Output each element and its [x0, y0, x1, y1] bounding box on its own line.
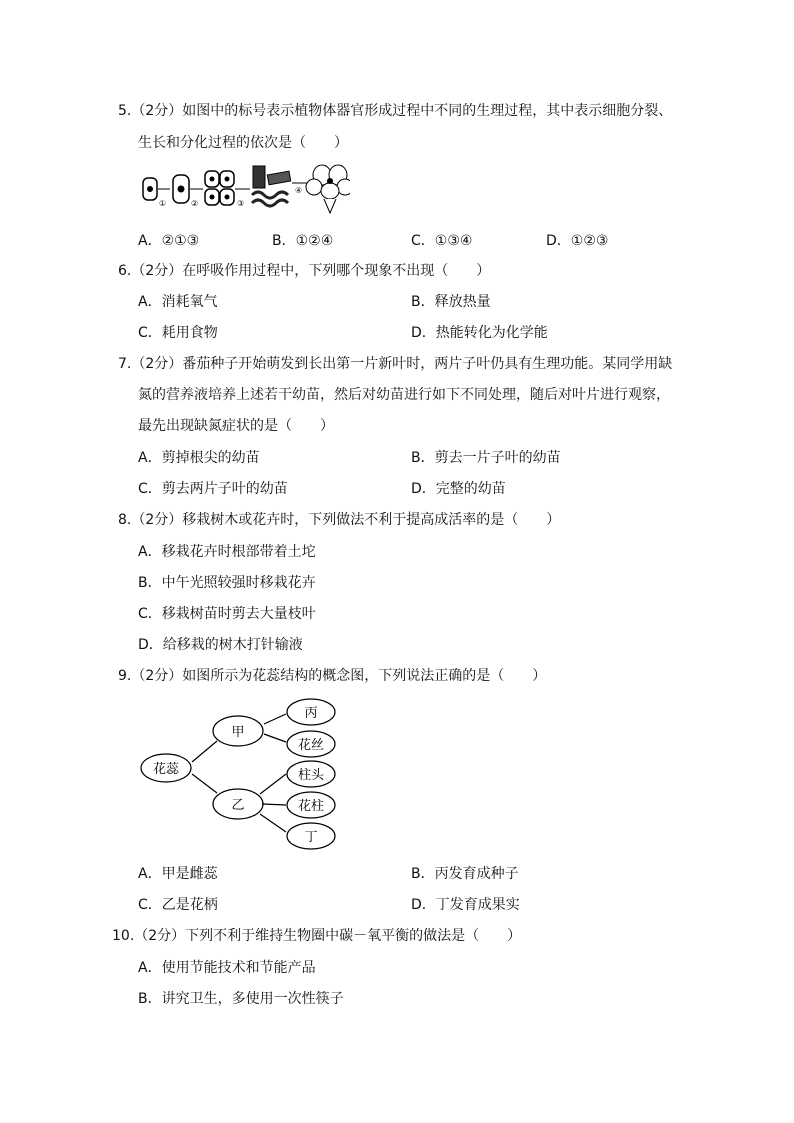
q6-option-a: A．消耗氧气 [138, 294, 218, 310]
diagram-jia: 甲 [231, 725, 245, 740]
q9-option-b: B．丙发育成种子 [411, 866, 519, 882]
diagram-style: 花柱 [297, 799, 325, 814]
q7-stem-line1: 7.（2分）番茄种子开始萌发到长出第一片新叶时，两片子叶仍具有生理功能。某同学用缺 [118, 356, 673, 372]
q9-option-a: A．甲是雌蕊 [138, 866, 218, 882]
q5-option-b: B．①②④ [272, 233, 334, 249]
q8-option-c: C．移栽树苗时剪去大量枝叶 [138, 606, 316, 622]
q7-stem-line3: 最先出现缺氮症状的是（ ） [138, 418, 334, 434]
diagram-bing: 丙 [304, 706, 318, 721]
q5-option-c: C．①③④ [411, 233, 473, 249]
q7-option-b: B．剪去一片子叶的幼苗 [411, 450, 561, 466]
q5-label-2: ② [191, 199, 199, 208]
q8-option-a: A．移栽花卉时根部带着土坨 [138, 544, 316, 560]
q8-option-d: D．给移栽的树木打针输液 [138, 637, 303, 653]
diagram-stigma: 柱头 [297, 768, 325, 783]
q5-stem-line2: 生长和分化过程的依次是（ ） [138, 135, 348, 151]
q7-option-c: C．剪去两片子叶的幼苗 [138, 481, 288, 497]
q5-option-d: D．①②③ [546, 233, 609, 249]
q7-option-a: A．剪掉根尖的幼苗 [138, 450, 260, 466]
q5-cell-process-figure [140, 163, 350, 215]
q7-stem-line2: 氮的营养液培养上述若干幼苗，然后对幼苗进行如下不同处理，随后对叶片进行观察， [138, 387, 670, 403]
q5-label-4: ④ [295, 186, 303, 195]
q8-option-b: B．中午光照较强时移栽花卉 [138, 575, 316, 591]
q6-stem: 6.（2分）在呼吸作用过程中，下列哪个现象不出现（ ） [118, 263, 491, 279]
diagram-root: 花蕊 [152, 762, 180, 777]
q9-option-c: C．乙是花柄 [138, 897, 218, 913]
q6-option-b: B．释放热量 [411, 294, 491, 310]
q9-stem: 9.（2分）如图所示为花蕊结构的概念图，下列说法正确的是（ ） [118, 668, 547, 684]
q10-stem: 10.（2分）下列不利于维持生物圈中碳－氧平衡的做法是（ ） [112, 928, 522, 944]
q5-label-3: ③ [237, 199, 245, 208]
q9-option-d: D．丁发育成果实 [411, 897, 520, 913]
diagram-ding: 丁 [304, 830, 318, 845]
q5-label-1: ① [159, 199, 167, 208]
flower-icon [306, 165, 350, 213]
q5-option-a: A．②①③ [138, 233, 200, 249]
q10-option-a: A．使用节能技术和节能产品 [138, 960, 316, 976]
q6-option-c: C．耗用食物 [138, 325, 218, 341]
q5-stem-line1: 5.（2分）如图中的标号表示植物体器官形成过程中不同的生理过程，其中表示细胞分裂、 [118, 103, 673, 119]
q8-stem: 8.（2分）移栽树木或花卉时，下列做法不利于提高成活率的是（ ） [118, 512, 561, 528]
q7-option-d: D．完整的幼苗 [411, 481, 506, 497]
q10-option-b: B．讲究卫生，多使用一次性筷子 [138, 991, 344, 1007]
diagram-yi: 乙 [231, 798, 245, 813]
q6-option-d: D．热能转化为化学能 [411, 325, 548, 341]
pistil-concept-diagram [140, 694, 350, 852]
diagram-filament: 花丝 [297, 738, 325, 753]
